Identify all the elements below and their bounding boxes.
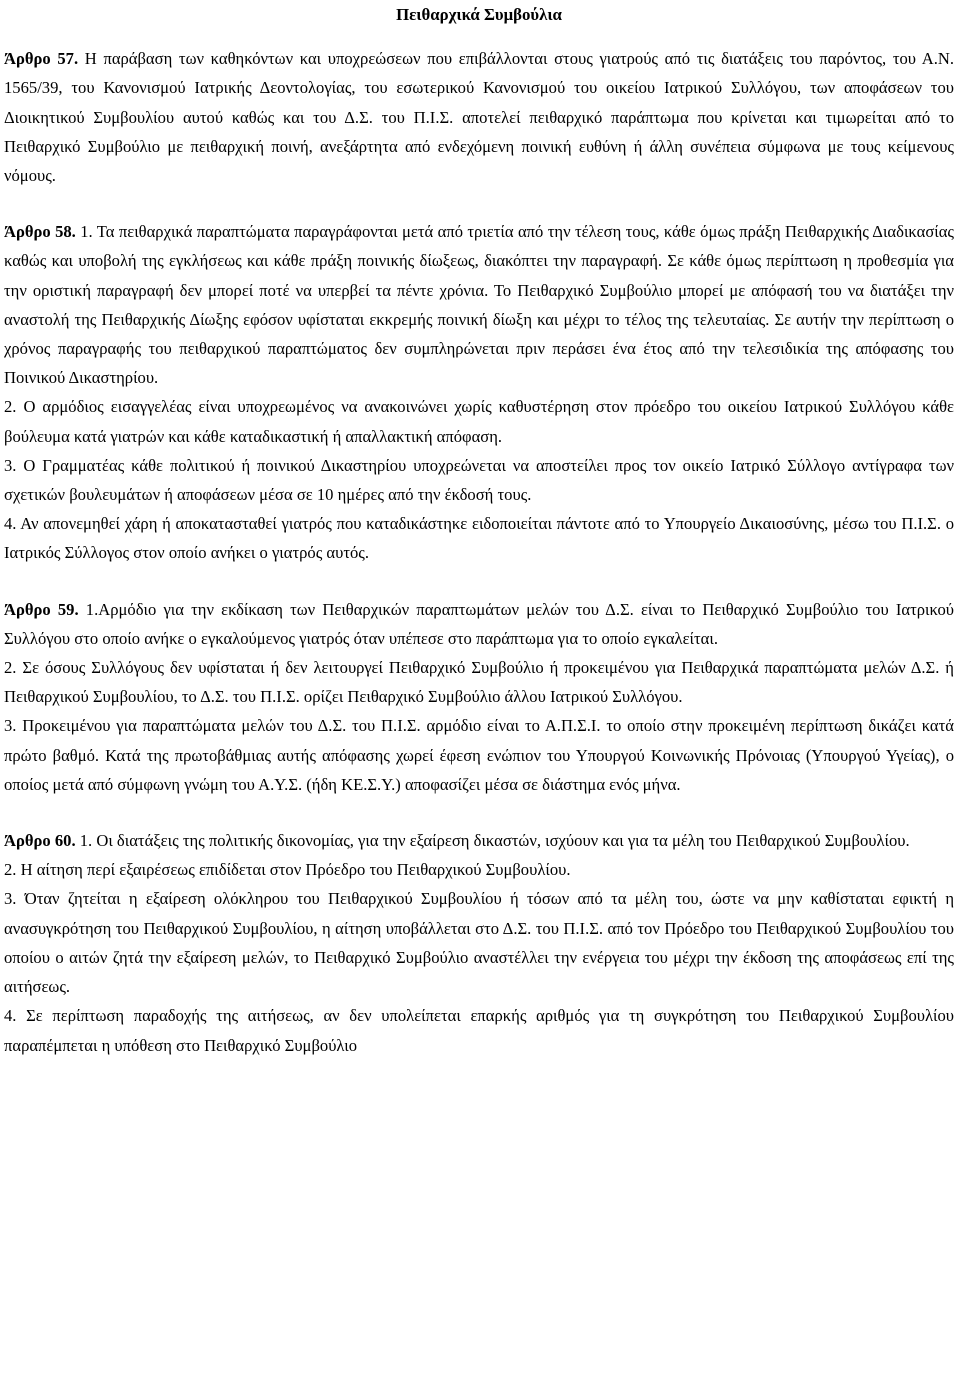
article-57-heading: Άρθρο 57. xyxy=(4,49,79,69)
article-60-text-1: 1. Οι διατάξεις της πολιτικής δικονομίας, για την εξαίρεση δικαστών, ισχύουν και για τα μέλη του Πειθαρχικού Συμβουλίου. xyxy=(75,831,910,851)
article-60-paragraph-3: 3. Όταν ζητείται η εξαίρεση ολόκληρου του Πειθαρχικού Συμβουλίου ή τόσων από τα μέλη του, ώστε να μην καθίσταται εφικτή η ανασυγκρότηση του Πειθαρχικού Συμβουλίου, η αίτηση υποβάλλεται στο Δ.Σ. του Π.Ι.Σ. από τον Πρόεδρο του Πειθαρχικού Συμβουλίου του οποίου ο αιτών ζητά την εξαίρεση μελών, το Πειθαρχικό Συμβούλιο αναστέλλει την ενέργεια του μέχρι την έκδοση της αποφάσεως επί της αιτήσεως. xyxy=(4,889,954,997)
article-60-heading: Άρθρο 60. xyxy=(4,831,76,851)
article-57-text: Η παράβαση των καθηκόντων και υποχρεώσεων που επιβάλλονται στους γιατρούς από τις διατάξεις του παρόντος, του Α.Ν. 1565/39, του Κανονισμού Ιατρικής Δεοντολογίας, του εσωτερικού Κανονισμού του οικείου Ιατρικού Συλλόγου, των αποφάσεων του Διοικητικού Συμβουλίου αυτού καθώς και του Δ.Σ. του Π.Ι.Σ. αποτελεί πειθαρχικό παράπτωμα που κρίνεται και τιμωρείται από το Πειθαρχικό Συμβούλιο με πειθαρχική ποινή, ανεξάρτητα από ενδεχόμενη ποινική ευθύνη ή άλλη συνέπεια σύμφωνα με τους κείμενους νόμους. xyxy=(4,49,955,186)
article-60-paragraph-1 xyxy=(4,826,954,855)
article-57 xyxy=(4,44,954,190)
article-58-paragraph-4: 4. Αν απονεμηθεί χάρη ή αποκατασταθεί γιατρός που καταδικάστηκε ειδοποιείται πάντοτε από το Υπουργείο Δικαιοσύνης, μέσω του Π.Ι.Σ. ο Ιατρικός Σύλλογος στον οποίο ανήκει ο γιατρός αυτός. xyxy=(4,514,954,563)
article-59-paragraph-2: 2. Σε όσους Συλλόγους δεν υφίσταται ή δεν λειτουργεί Πειθαρχικό Συμβούλιο ή προκειμένου για Πειθαρχικά παραπτώματα μελών Δ.Σ. ή Πειθαρχικού Συμβουλίου, το Δ.Σ. του Π.Ι.Σ. ορίζει Πειθαρχικό Συμβούλιο άλλου Ιατρικού Συλλόγου. xyxy=(4,658,954,707)
article-58-heading: Άρθρο 58. xyxy=(4,222,76,242)
article-58-paragraph-3: 3. Ο Γραμματέας κάθε πολιτικού ή ποινικού Δικαστηρίου υποχρεώνεται να αποστείλει προς τον οικείο Ιατρικό Σύλλογο αντίγραφα των σχετικών βουλευμάτων ή αποφάσεων μέσα σε 10 ημέρες από την έκδοσή τους. xyxy=(4,455,954,505)
article-59-text-1: 1.Αρμόδιο για την εκδίκαση των Πειθαρχικών παραπτωμάτων μελών του Δ.Σ. είναι το Πειθαρχικό Συμβούλιο του Ιατρικού Συλλόγου στο οποίο ανήκε ο εγκαλούμενος γιατρός όταν υπέπεσε στο παράπτωμα για το οποίο εγκαλείται. xyxy=(4,599,955,648)
article-58-paragraph-1 xyxy=(4,217,954,392)
article-60-paragraph-2: 2. Η αίτηση περί εξαιρέσεως επιδίδεται στον Πρόεδρο του Πειθαρχικού Συμβουλίου. xyxy=(4,860,571,880)
document-page xyxy=(4,0,954,1060)
article-59-heading: Άρθρο 59. xyxy=(4,599,79,619)
article-58-text-1: 1. Τα πειθαρχικά παραπτώματα παραγράφονται μετά από τριετία από την τέλεση τους, κάθε όμως πράξη Πειθαρχικής Διαδικασίας καθώς και υποβολή της εγκλήσεως και κάθε πράξη ποινικής δίωξεως, διακόπτει την παραγραφή. Σε κάθε όμως περίπτωση η προθεσμία για την οριστική παραγραφή δεν μπορεί ποτέ να υπερβεί τα πέντε χρόνια. Το Πειθαρχικό Συμβούλιο μπορεί με απόφασή του να διατάξει την αναστολή της Πειθαρχικής Δίωξης εφόσον υφίσταται εκκρεμής ποινική δίωξη και μέχρι το τέλος της τελευταίας. Σε αυτήν την περίπτωση ο χρόνος παραγραφής του πειθαρχικού παραπτώματος δεν συμπληρώνεται πριν περάσει ένα έτος από την τελεσιδικία της απόφασης του Ποινικού Δικαστηρίου. xyxy=(4,222,954,388)
article-60-paragraph-4: 4. Σε περίπτωση παραδοχής της αιτήσεως, αν δεν υπολείπεται επαρκής αριθμός για τη συγκρότηση του Πειθαρχικού Συμβουλίου παραπέμπεται η υπόθεση στο Πειθαρχικό Συμβούλιο xyxy=(4,1006,954,1055)
article-58-paragraph-2: 2. Ο αρμόδιος εισαγγελέας είναι υποχρεωμένος να ανακοινώνει χωρίς καθυστέρηση στον πρόεδρο του οικείου Ιατρικού Συλλόγου κάθε βούλευμα κατά γιατρών και κάθε καταδικαστική ή απαλλακτική απόφαση. xyxy=(4,397,954,446)
article-59-paragraph-3: 3. Προκειμένου για παραπτώματα μελών του Δ.Σ. του Π.Ι.Σ. αρμόδιο είναι το Α.Π.Σ.Ι. το οποίο στην προκειμένη περίπτωση δικάζει κατά πρώτο βαθμό. Κατά της πρωτοβάθμιας αυτής απόφασης χωρεί έφεση ενώπιον του Υπουργού Κοινωνικής Πρόνοιας (Υπουργού Υγείας), ο οποίος μετά από σύμφωνη γνώμη του Α.Υ.Σ. (ήδη ΚΕ.Σ.Υ.) αποφασίζει μέσα σε διάστημα ενός μήνα. xyxy=(4,716,954,794)
article-59-paragraph-1 xyxy=(4,595,954,653)
page-title: Πειθαρχικά Συμβούλια xyxy=(396,5,562,24)
